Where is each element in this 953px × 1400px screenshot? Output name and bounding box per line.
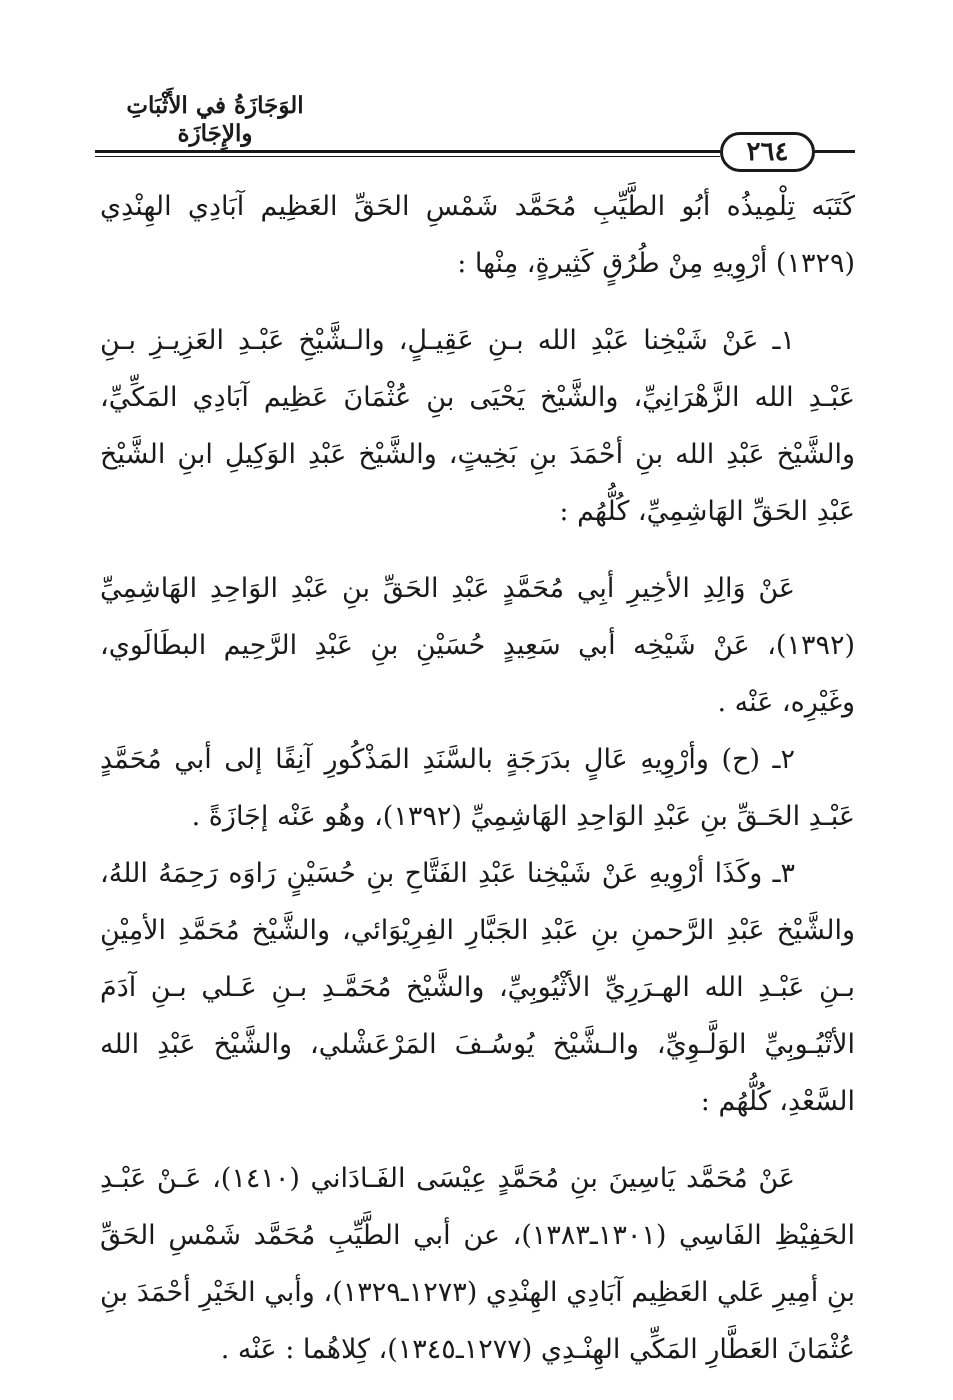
paragraph-intro: كَتَبَه تِلْمِيذُه أبُو الطَّيِّبِ مُحَمَّد شَمْسِ الحَقِّ العَظِيم آبَادِي الهِنْدِي (١٣٢٩) أرْوِيهِ مِنْ طُرُقٍ كَثِيرةٍ، مِنْها :: [100, 191, 855, 279]
header-rule-right: [815, 150, 855, 153]
paragraph-item-1: ١ـ عَنْ شَيْخِنا عَبْدِ الله بـنِ عَقِيـلٍ، والـشَّيْخِ عَبْـدِ العَزِيـزِ بـنِ عَبْـدِ الله الزَّهْرَانِيِّ، والشَّيْخ يَحْيَى بنِ عُثْمَانَ عَظِيم آبَادِي المَكِّيِّ، والشَّيْخ عَبْدِ الله بنِ أحْمَدَ بنِ بَخِيتٍ، والشَّيْخ عَبْدِ الوَكِيلِ ابنِ الشَّيْخ عَبْدِ الحَقِّ الهَاشِمِيِّ، كُلُّهُم :: [100, 325, 855, 527]
paragraph-chain-3: عَنْ مُحَمَّد يَاسِينَ بنِ مُحَمَّدٍ عِيْسَى الفَـادَاني (١٤١٠)، عَـنْ عَبْـدِ الحَفِيْظِ الفَاسِي (١٣٠١ـ١٣٨٣)، عن أبي الطَّيِّبِ مُحَمَّد شَمْسِ الحَقِّ بنِ أمِيرِ عَلي العَظِيم آبَادِي الهِنْدِي (١٢٧٣ـ١٣٢٩)، وأبي الخَيْرِ أحْمَدَ بنِ عُثْمَانَ العَطَّارِ المَكِّي الهِنْـدِي (١٢٧٧ـ١٣٤٥)، كِلاهُما : عَنْه .: [100, 1163, 856, 1365]
paragraph-item-2: ٢ـ (ح) وأرْوِيهِ عَالٍ بدَرَجَةٍ بالسَّنَدِ المَذْكُورِ آنِفًا إلى أبي مُحَمَّدٍ عَبْـدِ الحَـقِّ بنِ عَبْدِ الوَاحِدِ الهَاشِمِيِّ (١٣٩٢)، وهُو عَنْه إجَازَةً .: [100, 744, 855, 832]
page-number: ٢٦٤: [720, 132, 815, 172]
header-rule: [95, 150, 720, 153]
page-body: [100, 178, 855, 1378]
paragraph-chain-1: عَنْ وَالِدِ الأخِيرِ أبِي مُحَمَّدٍ عَبْدِ الحَقِّ بنِ عَبْدِ الوَاحِدِ الهَاشِمِيِّ (١٣٩٢)، عَنْ شَيْخِه أبي سَعِيدٍ حُسَيْنِ بنِ عَبْدِ الرَّحِيم البطَالَوي، وغَيْرِه، عَنْه .: [100, 573, 855, 718]
paragraph-item-3: ٣ـ وكَذَا أرْوِيهِ عَنْ شَيْخِنا عَبْدِ الفَتَّاحِ بنِ حُسَيْنٍ رَاوَه رَحِمَهُ اللهُ، والشَّيْخ عَبْدِ الرَّحمنِ بنِ عَبْدِ الجَبَّارِ الفِرِيْوَائي، والشَّيْخ مُحَمَّدِ الأمِيْنِ بـنِ عَبْـدِ الله الهـرَرِيِّ الأثْيُوبِيِّ، والشَّيْخ مُحَمَّـدِ بـنِ عَـلي بـنِ آدَمَ الأتْيُـوبِيِّ الوَلَّـوِيِّ، والـشَّيْخ يُوسُـفَ المَرْعَشْلي، والشَّيْخ عَبْدِ الله السَّعْدِ، كُلُّهُم :: [100, 858, 855, 1117]
header-rule-thin: [95, 156, 720, 157]
running-header-title: الوَجَازَةُ في الأَثْبَاتِ والإِجَازَة: [126, 92, 304, 147]
